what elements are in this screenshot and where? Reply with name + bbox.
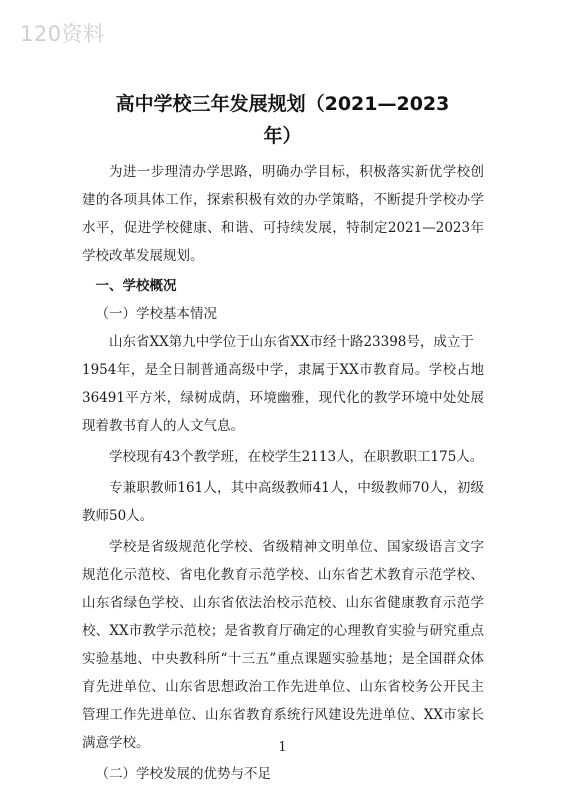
document-body <box>82 158 484 788</box>
paragraph-classes: 学校现有43个教学班，在校学生2113人，在职教职工175人。 <box>109 449 484 465</box>
intro-paragraph: 为进一步理清办学思路，明确办学目标，积极落实新优学校创建的各项具体工作，探索积极有效的办学策略，不断提升学校办学水平，促进学校健康、和谐、可持续发展，特制定2021—2023年学校改革发展规划。 <box>82 164 484 264</box>
page-number: 1 <box>278 740 287 755</box>
subsection-heading-strengths: （二）学校发展的优势与不足 <box>95 766 271 782</box>
subsection-heading-basic-info: （一）学校基本情况 <box>95 306 217 322</box>
document-title <box>60 88 505 152</box>
paragraph-honors: 学校是省级规范化学校、省级精神文明单位、国家级语言文字规范化示范校、省电化教育示范学校、山东省艺术教育示范学校、山东省绿色学校、山东省依法治校示范校、山东省健康教育示范学校、XX市教学示范校；是省教育厅确定的心理教育实验与研究重点实验基地、中央教科所“十三五”重点课题实验基地；是全国群众体育先进单位、山东省思想政治工作先进单位、山东省校务公开民主管理工作先进单位、山东省教育系统行风建设先进单位、XX市家长满意学校。 <box>82 539 484 751</box>
title-line-1: 高中学校三年发展规划（2021—2023 <box>115 93 450 115</box>
section-heading-overview: 一、学校概况 <box>95 278 177 294</box>
title-line-2: 年） <box>263 125 302 147</box>
watermark: 120资料 <box>20 22 105 46</box>
paragraph-location-line1: 山东省XX第九中学位于山东省XX市经十路23398号，成立于 <box>109 334 474 350</box>
paragraph-location-rest: 1954年，是全日制普通高级中学，隶属于XX市教育局。学校占地36491平方米，绿树成荫，环境幽雅，现代化的教学环境中处处展现着教书育人的人文气息。 <box>82 362 484 434</box>
paragraph-teachers: 专兼职教师161人，其中高级教师41人，中级教师70人，初级教师50人。 <box>82 480 484 524</box>
